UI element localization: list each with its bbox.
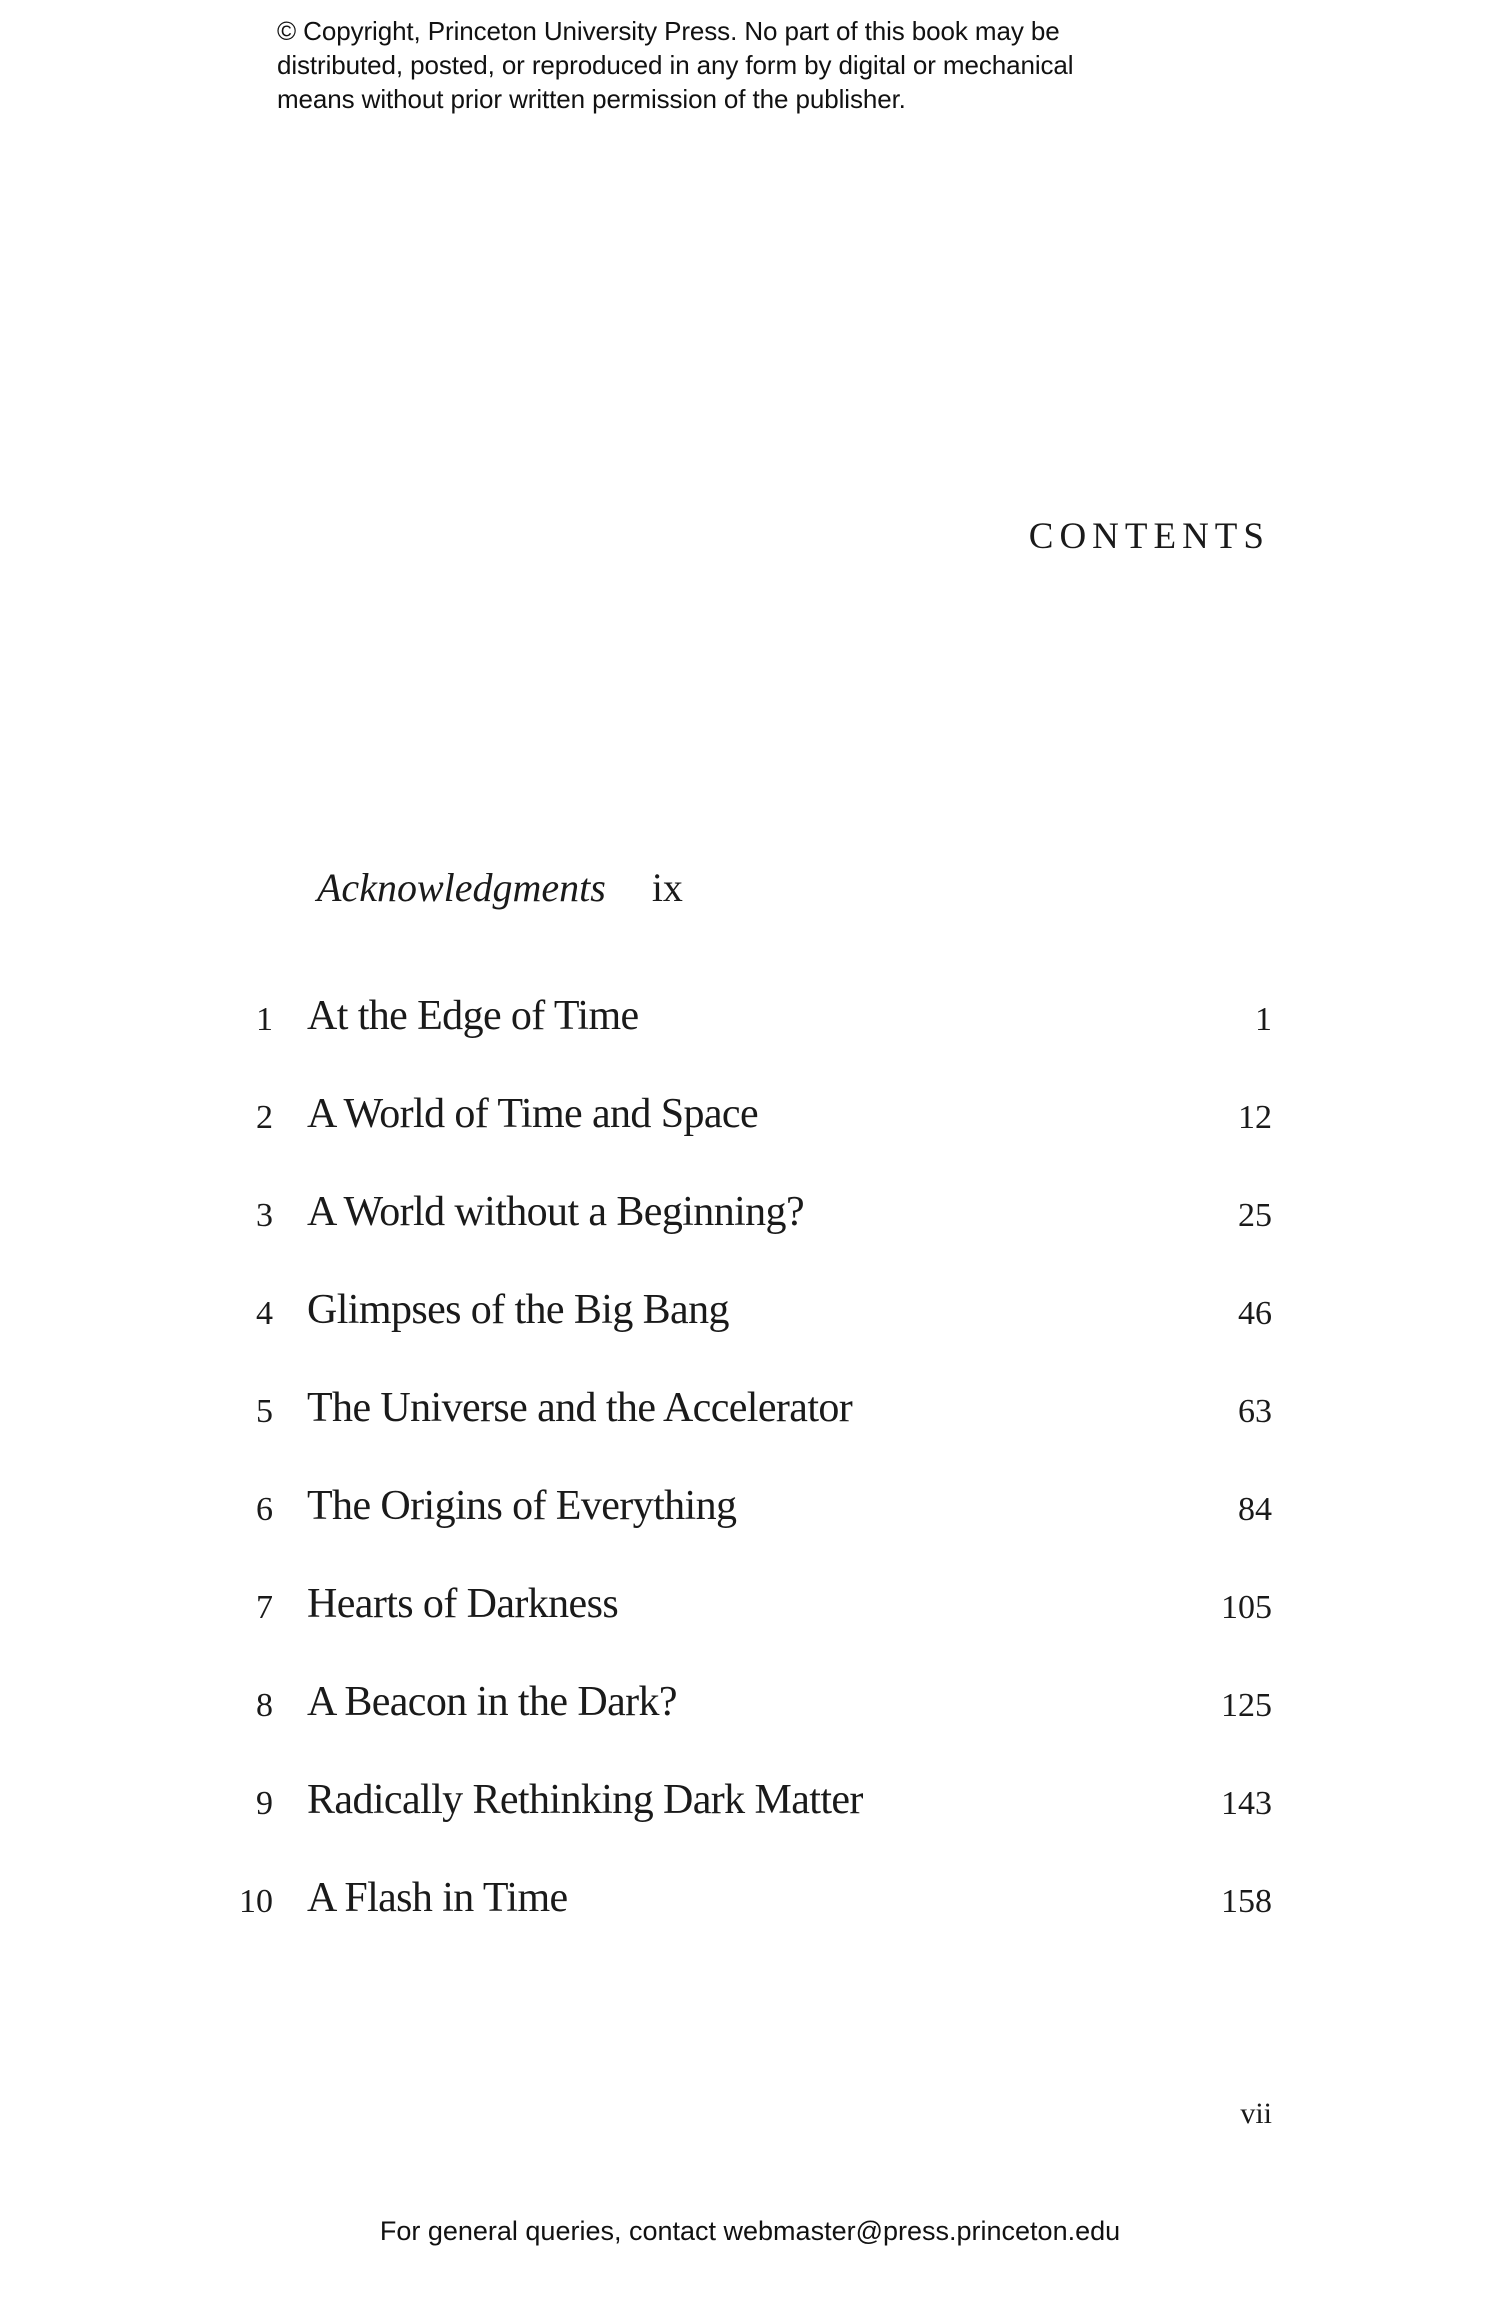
copyright-line-3: means without prior written permission of the publisher. bbox=[277, 84, 906, 114]
toc-entry bbox=[228, 1480, 1272, 1578]
chapter-title: At the Edge of Time bbox=[307, 993, 639, 1039]
chapter-number: 9 bbox=[256, 1785, 273, 1822]
chapter-title: Hearts of Darkness bbox=[307, 1581, 619, 1627]
chapter-number: 8 bbox=[256, 1687, 273, 1724]
chapter-title: Radically Rethinking Dark Matter bbox=[307, 1777, 863, 1823]
toc-entry bbox=[228, 1382, 1272, 1480]
chapter-page: 143 bbox=[1221, 1785, 1272, 1822]
chapter-title: A Flash in Time bbox=[307, 1875, 568, 1921]
chapter-page: 158 bbox=[1221, 1883, 1272, 1920]
front-matter-title: Acknowledgments bbox=[317, 865, 606, 910]
chapter-number: 2 bbox=[256, 1099, 273, 1136]
chapter-title: A World of Time and Space bbox=[307, 1091, 758, 1137]
copyright-notice bbox=[277, 14, 1237, 116]
toc-entry bbox=[228, 1872, 1272, 1970]
chapter-page: 84 bbox=[1238, 1491, 1272, 1528]
toc-entry bbox=[228, 1088, 1272, 1186]
chapter-page: 46 bbox=[1238, 1295, 1272, 1332]
chapter-page: 1 bbox=[1255, 1001, 1272, 1038]
copyright-line-2: distributed, posted, or reproduced in any form by digital or mechanical bbox=[277, 50, 1074, 80]
toc-entry bbox=[228, 1186, 1272, 1284]
page-title: CONTENTS bbox=[1028, 516, 1270, 557]
chapter-number: 3 bbox=[256, 1197, 273, 1234]
chapter-number: 6 bbox=[256, 1491, 273, 1528]
front-matter-page: ix bbox=[651, 865, 683, 910]
toc-front-matter-entry bbox=[317, 862, 683, 914]
chapter-page: 12 bbox=[1238, 1099, 1272, 1136]
chapter-title: A Beacon in the Dark? bbox=[307, 1679, 677, 1725]
footer-contact: For general queries, contact webmaster@press.princeton.edu bbox=[379, 2216, 1121, 2246]
chapter-number: 4 bbox=[256, 1295, 273, 1332]
chapter-title: Glimpses of the Big Bang bbox=[307, 1287, 729, 1333]
chapter-number: 1 bbox=[256, 1001, 273, 1038]
chapter-page: 63 bbox=[1238, 1393, 1272, 1430]
chapter-title: The Origins of Everything bbox=[307, 1483, 737, 1529]
chapter-number: 7 bbox=[256, 1589, 273, 1626]
toc-entry bbox=[228, 1284, 1272, 1382]
chapter-page: 125 bbox=[1221, 1687, 1272, 1724]
toc-entry bbox=[228, 1774, 1272, 1872]
chapter-title: The Universe and the Accelerator bbox=[307, 1385, 853, 1431]
page-folio: vii bbox=[1240, 2097, 1272, 2130]
copyright-line-1: © Copyright, Princeton University Press. No part of this book may be bbox=[277, 16, 1060, 46]
chapter-number: 5 bbox=[256, 1393, 273, 1430]
chapter-title: A World without a Beginning? bbox=[307, 1189, 805, 1235]
toc-entry bbox=[228, 990, 1272, 1088]
chapter-number: 10 bbox=[239, 1883, 273, 1920]
chapter-page: 25 bbox=[1238, 1197, 1272, 1234]
toc-entry bbox=[228, 1578, 1272, 1676]
chapter-page: 105 bbox=[1221, 1589, 1272, 1626]
toc-entry bbox=[228, 1676, 1272, 1774]
table-of-contents bbox=[228, 990, 1272, 1970]
